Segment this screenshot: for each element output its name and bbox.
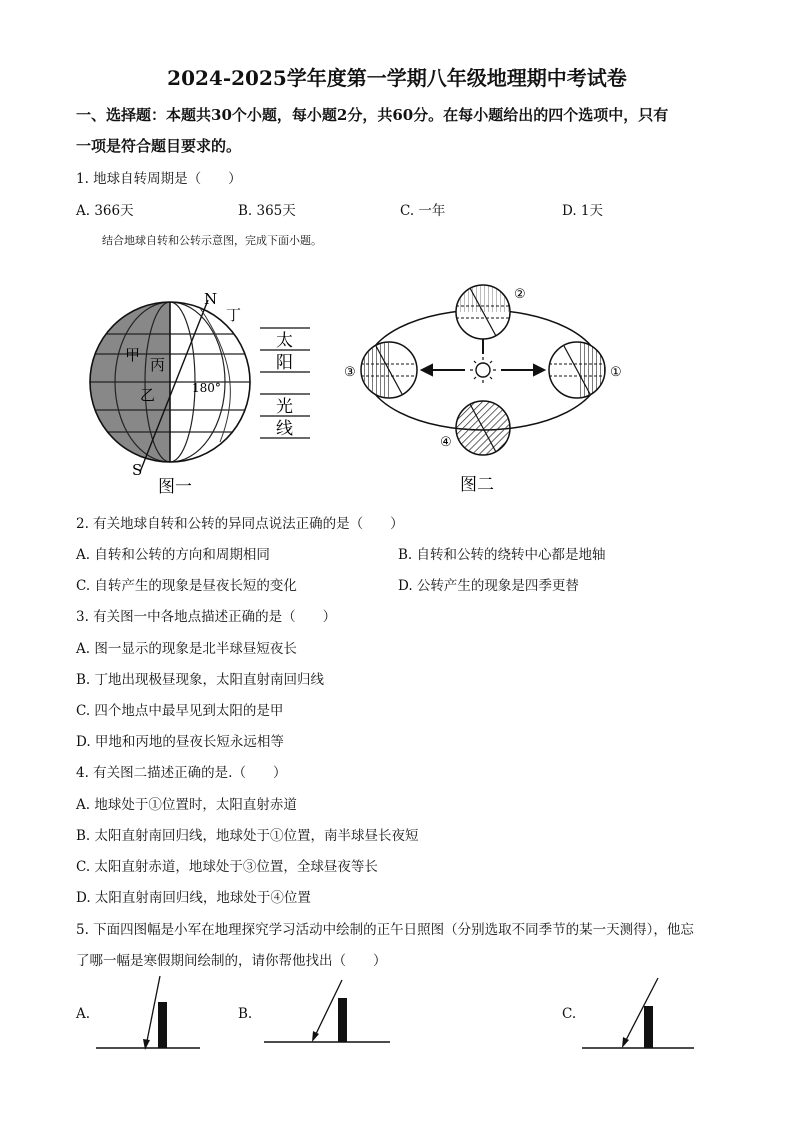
position-2-label: ② [514, 287, 526, 302]
question-1-stem: 1. 地球自转周期是（ ） [76, 171, 242, 187]
question-5-option-c[interactable]: C. [562, 1006, 577, 1022]
position-4-label: ④ [440, 435, 452, 450]
question-3-option-d[interactable]: D. 甲地和丙地的昼夜长短永远相等 [76, 734, 284, 750]
question-2-option-c[interactable]: C. 自转产生的现象是昼夜长短的变化 [76, 578, 297, 594]
earth-position-1 [549, 342, 605, 398]
sunlight-label-2: 阳 [276, 353, 293, 373]
north-label: N [204, 290, 218, 308]
question-2-option-d[interactable]: D. 公转产生的现象是四季更替 [398, 578, 579, 594]
question-4-option-b[interactable]: B. 太阳直射南回归线，地球处于①位置，南半球昼长夜短 [76, 828, 419, 844]
question-4-option-a[interactable]: A. 地球处于①位置时，太阳直射赤道 [76, 797, 297, 813]
question-4-stem: 4. 有关图二描述正确的是.（ ） [76, 765, 287, 781]
question-3-stem: 3. 有关图一中各地点描述正确的是（ ） [76, 609, 337, 625]
figure-note: 结合地球自转和公转示意图，完成下面小题。 [102, 234, 322, 247]
question-2-option-b[interactable]: B. 自转和公转的绕转中心都是地轴 [398, 547, 606, 563]
sun-angle-diagram-b [262, 972, 394, 1052]
page-title: 2024-2025学年度第一学期八年级地理期中考试卷 [167, 66, 627, 90]
sunlight-label-3: 光 [276, 397, 293, 417]
question-1-option-b[interactable]: B. 365天 [238, 203, 296, 219]
bing-label: 丙 [150, 356, 166, 374]
question-5-stem-line1: 5. 下面四图幅是小军在地理探究学习活动中绘制的正午日照图（分别选取不同季节的某一天测得），他忘 [76, 922, 694, 938]
earth-position-3 [361, 342, 417, 398]
question-3-option-c[interactable]: C. 四个地点中最早见到太阳的是甲 [76, 703, 284, 719]
question-4-option-c[interactable]: C. 太阳直射赤道，地球处于③位置，全球昼夜等长 [76, 859, 378, 875]
question-2-stem: 2. 有关地球自转和公转的异同点说法正确的是（ ） [76, 516, 404, 532]
section-heading-line2: 一项是符合题目要求的。 [76, 137, 242, 155]
question-1-option-c[interactable]: C. 一年 [400, 203, 446, 219]
section-heading [76, 100, 726, 162]
section-heading-line1: 一、选择题：本题共30个小题，每小题2分，共60分。在每小题给出的四个选项中，只有 [76, 106, 669, 124]
yi-label: 乙 [140, 386, 156, 404]
question-3-option-b[interactable]: B. 丁地出现极昼现象，太阳直射南回归线 [76, 672, 325, 688]
south-label: S [132, 461, 143, 479]
figure-1 [80, 282, 320, 500]
position-1-label: ① [610, 365, 622, 380]
sun-icon [470, 357, 496, 383]
earth-position-4 [456, 401, 510, 455]
jia-label: 甲 [125, 346, 141, 364]
question-2-option-a[interactable]: A. 自转和公转的方向和周期相同 [76, 547, 270, 563]
question-4-option-d[interactable]: D. 太阳直射南回归线，地球处于④位置 [76, 890, 311, 906]
sunlight-label-4: 线 [276, 419, 293, 439]
figure-1-caption: 图一 [158, 477, 192, 497]
earth-position-2 [456, 285, 510, 339]
question-1-option-a[interactable]: A. 366天 [76, 203, 134, 219]
question-5-option-a[interactable]: A. [76, 1006, 91, 1022]
question-1-option-d[interactable]: D. 1天 [562, 203, 604, 219]
question-5-stem-line2: 了哪一幅是寒假期间绘制的，请你帮他找出（ ） [76, 953, 387, 969]
sun-angle-diagram-c [580, 972, 698, 1052]
ding-label: 丁 [226, 306, 242, 324]
question-3-option-a[interactable]: A. 图一显示的现象是北半球昼短夜长 [76, 641, 297, 657]
sun-angle-diagram-a [94, 972, 204, 1052]
figure-2-caption: 图二 [460, 475, 494, 495]
question-5-option-b[interactable]: B. [238, 1006, 253, 1022]
position-3-label: ③ [344, 365, 356, 380]
longitude-label: 180° [192, 381, 221, 395]
sunlight-label-1: 太 [276, 331, 293, 351]
figure-2 [340, 282, 630, 500]
